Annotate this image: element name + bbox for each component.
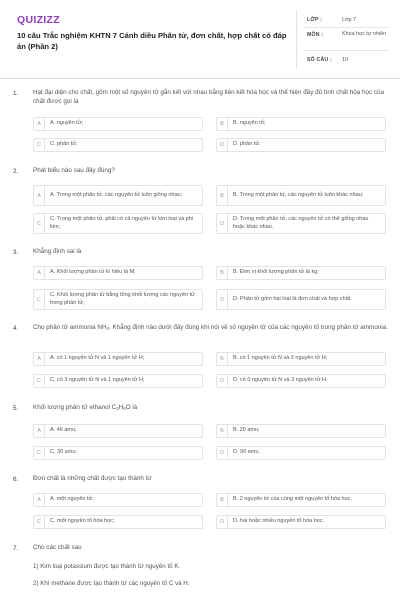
option-letter: C <box>34 139 45 151</box>
meta-divider <box>303 27 389 28</box>
question-7-statement-2: 2) Khí methane được tạo thành từ các nguyên tố C và H. <box>33 580 190 587</box>
question-6-option-d[interactable] <box>216 515 386 529</box>
option-letter: B <box>217 494 228 506</box>
option-letter: D <box>217 214 228 233</box>
question-6-option-a[interactable] <box>33 493 203 507</box>
question-1-option-b[interactable] <box>216 117 386 131</box>
option-letter: A <box>34 267 45 279</box>
option-text: B. Đơn vị khối lượng phân tử là kg; <box>233 269 319 276</box>
question-5-option-c[interactable] <box>33 446 203 460</box>
question-4-option-a[interactable] <box>33 352 203 366</box>
question-1-option-a[interactable] <box>33 117 203 131</box>
option-letter: B <box>217 186 228 205</box>
question-6-option-c[interactable] <box>33 515 203 529</box>
option-text: A. Khối lượng phân tử kí hiệu là M; <box>50 269 136 276</box>
question-1-text: Hạt đại diện cho chất, gồm một số nguyên tử gắn kết với nhau bằng liên kết hóa học và thể hiện đầy đủ tính chất hóa học của chất được gọi là <box>33 89 385 105</box>
meta-divider <box>296 10 297 68</box>
option-letter: C <box>34 447 45 459</box>
option-text: B. 29 amu; <box>233 427 260 434</box>
question-2-option-c[interactable] <box>33 213 203 234</box>
question-2-number: 2. <box>13 168 19 175</box>
question-3-option-c[interactable] <box>33 289 203 310</box>
meta-divider <box>303 50 389 51</box>
option-letter: B <box>217 425 228 437</box>
meta-grade-label: LỚP : <box>307 17 323 23</box>
option-text: B. nguyên tố; <box>233 120 266 127</box>
question-4-text: Cho phân tử ammonia $NH_3$. Khẳng định nào dưới đây đúng khi nói về số nguyên tử của các nguyên tố trong phân tử ammonia. <box>33 324 388 331</box>
question-1-option-d[interactable] <box>216 138 386 152</box>
question-4-option-d[interactable] <box>216 374 386 388</box>
option-letter: D <box>217 516 228 528</box>
question-2-option-d[interactable] <box>216 213 386 234</box>
option-text: C. 30 amu; <box>50 449 77 456</box>
meta-count-value: 10 <box>342 57 348 63</box>
option-letter: C <box>34 516 45 528</box>
quizizz-logo: QUIZIZZ <box>17 14 60 26</box>
option-letter: B <box>217 353 228 365</box>
question-6-option-b[interactable] <box>216 493 386 507</box>
question-2-option-a[interactable] <box>33 185 203 206</box>
option-letter: D <box>217 375 228 387</box>
option-text: D. 90 amu. <box>233 449 260 456</box>
worksheet-header <box>0 0 400 78</box>
question-7-number: 7. <box>13 545 19 552</box>
meta-subject-value: Khoa học tự nhiên <box>342 31 387 37</box>
meta-subject-label: MÔN : <box>307 32 324 38</box>
question-5-option-d[interactable] <box>216 446 386 460</box>
option-text: C. một nguyên tố hóa học; <box>50 518 115 525</box>
option-text: B. có 1 nguyên tử N và 3 nguyên tử H; <box>233 355 328 362</box>
question-5-text: Khối lượng phân tử ethanol $C_2H_6O$ là <box>33 404 138 411</box>
option-text: A. Trong một phân tử, các nguyên tử luôn giống nhau; <box>50 191 183 198</box>
question-1-option-c[interactable] <box>33 138 203 152</box>
option-letter: A <box>34 353 45 365</box>
question-3-option-b[interactable] <box>216 266 386 280</box>
worksheet-title: 10 câu Trắc nghiệm KHTN 7 Cánh diều Phân tử, đơn chất, hợp chất có đáp án (Phần 2) <box>17 31 287 51</box>
option-text: B. Trong một phân tử, các nguyên tử luôn khác nhau; <box>233 191 364 198</box>
option-text: D. Phân tử gồm hai loại là đơn chất và hợp chất. <box>233 295 352 302</box>
header-divider <box>0 78 400 79</box>
meta-grade-value: Lớp 7 <box>342 17 357 23</box>
option-text: D. hai hoặc nhiều nguyên tố hóa học. <box>233 518 325 525</box>
option-letter: D <box>217 290 228 309</box>
option-text: A. có 1 nguyên tử N và 1 nguyên tử H; <box>50 355 145 362</box>
option-letter: A <box>34 118 45 130</box>
question-2-option-b[interactable] <box>216 185 386 206</box>
question-4-number: 4. <box>13 325 19 332</box>
question-3-option-a[interactable] <box>33 266 203 280</box>
question-5-option-b[interactable] <box>216 424 386 438</box>
option-letter: A <box>34 494 45 506</box>
option-letter: C <box>34 214 45 233</box>
question-7-text: Cho các chất sau <box>33 544 82 551</box>
option-text: A. một nguyên tử; <box>50 496 94 503</box>
question-5-number: 5. <box>13 405 19 412</box>
question-4-option-c[interactable] <box>33 374 203 388</box>
question-4-option-b[interactable] <box>216 352 386 366</box>
option-text: D. có 0 nguyên tử N và 3 nguyên tử H. <box>233 377 328 384</box>
option-text: A. nguyên tử; <box>50 120 84 127</box>
option-text: C. Trong một phân tử, phải có cả nguyên tử kim loại và phi kim; <box>50 216 194 230</box>
option-text: B. 2 nguyên tử của cùng một nguyên tố hóa học; <box>233 496 352 503</box>
option-text: D. Trong một phân tử, các nguyên tử có thể giống nhau hoặc khác nhau. <box>233 216 369 230</box>
option-text: C. có 3 nguyên tử N và 1 nguyên tử H; <box>50 377 145 384</box>
meta-count-label: SỐ CÂU : <box>307 57 332 63</box>
option-text: A. 46 amu; <box>50 427 77 434</box>
option-letter: A <box>34 425 45 437</box>
option-letter: B <box>217 118 228 130</box>
question-3-number: 3. <box>13 249 19 256</box>
option-text: C. phân tử; <box>50 141 78 148</box>
option-letter: D <box>217 447 228 459</box>
option-text: C. Khối lượng phân tử bằng tổng khối lượng các nguyên tử trong phân tử; <box>50 292 195 306</box>
option-letter: C <box>34 290 45 309</box>
question-6-text: Đơn chất là những chất được tạo thành từ <box>33 475 152 482</box>
option-text: D. phân tử. <box>233 141 261 148</box>
question-1-number: 1. <box>13 90 19 97</box>
question-7-statement-1: 1) Kim loại potassium được tạo thành từ nguyên tố K. <box>33 563 181 570</box>
question-3-option-d[interactable] <box>216 289 386 310</box>
option-letter: C <box>34 375 45 387</box>
option-letter: B <box>217 267 228 279</box>
option-letter: A <box>34 186 45 205</box>
option-letter: D <box>217 139 228 151</box>
question-5-option-a[interactable] <box>33 424 203 438</box>
question-3-text: Khẳng định sai là <box>33 248 82 255</box>
question-6-number: 6. <box>13 476 19 483</box>
question-2-text: Phát biểu nào sau đây đúng? <box>33 167 115 174</box>
